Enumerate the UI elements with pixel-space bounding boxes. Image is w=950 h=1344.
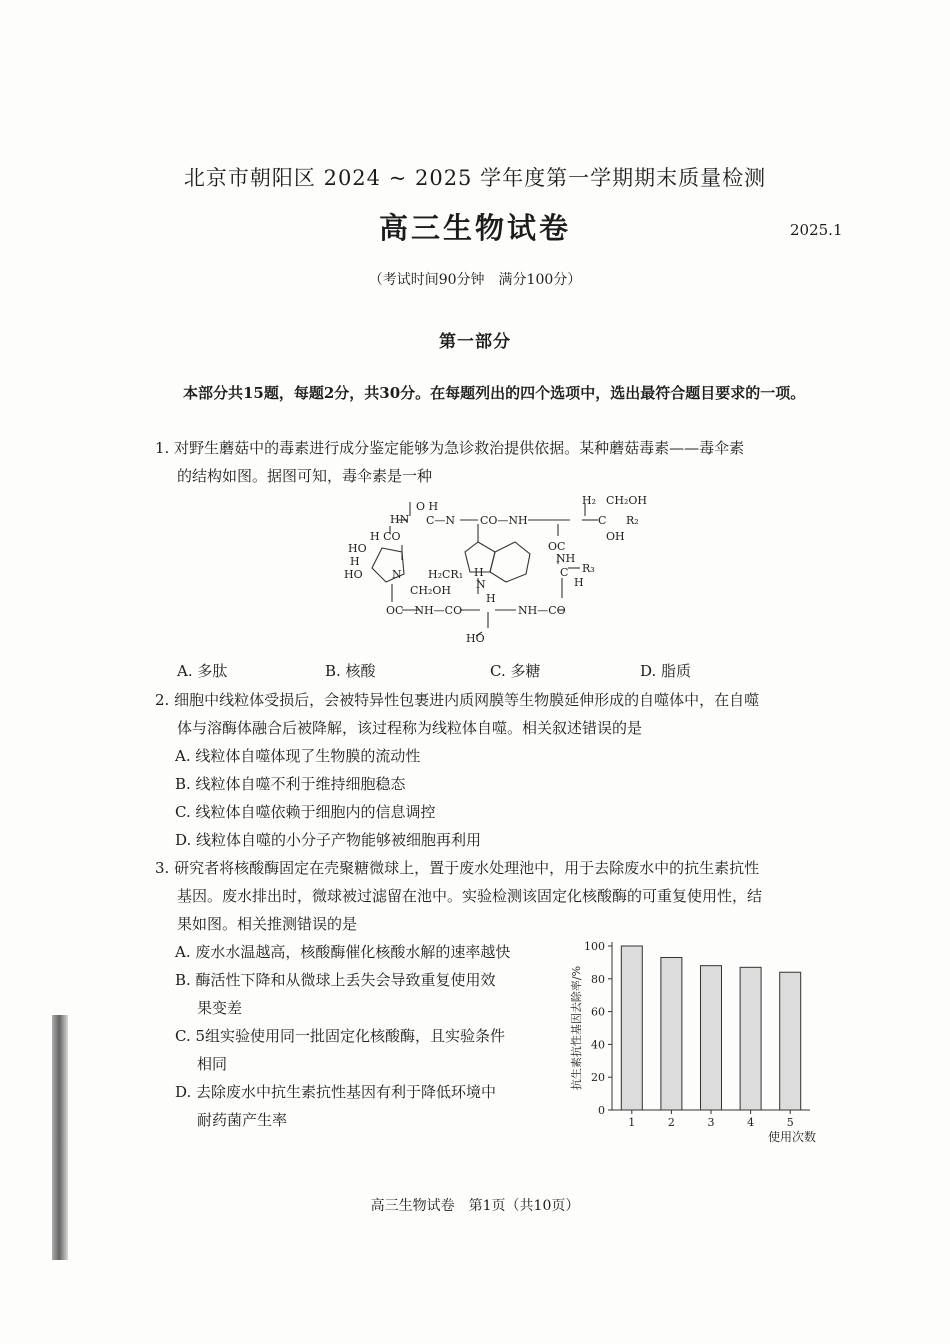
chart-y-tick-label: 0 [598, 1104, 605, 1117]
structure-label-ch2oh-mid: CH₂OH [410, 584, 452, 597]
structure-label-h2: H₂ [582, 494, 597, 507]
q1-option-b: B. 核酸 [325, 662, 376, 680]
q2-stem-line2: 体与溶酶体融合后被降解，该过程称为线粒体自噬。相关叙述错误的是 [177, 719, 643, 737]
q2-stem-line1: 2. 细胞中线粒体受损后，会被特异性包裹进内质网膜等生物膜延伸形成的自噬体中，在自噬 [155, 691, 760, 709]
q3-bar-chart [560, 932, 820, 1147]
structure-label-h-mid: H [486, 592, 496, 605]
chart-bar-5 [780, 972, 801, 1110]
chart-bar-1 [621, 946, 642, 1110]
chart-x-tick-label: 2 [667, 1116, 675, 1129]
structure-label-oh-right: OH [606, 530, 625, 543]
structure-label-c-right: C [560, 566, 569, 579]
structure-label-ho-bottom: HO [466, 632, 485, 645]
q2-option-b: B. 线粒体自噬不利于维持细胞稳态 [175, 775, 406, 793]
chart-bar-2 [661, 957, 682, 1110]
scan-edge-shadow [52, 1015, 68, 1260]
q3-stem-line1: 3. 研究者将核酸酶固定在壳聚糖微球上，置于废水处理池中，用于去除废水中的抗生素抗性 [155, 859, 760, 877]
q3-option-c-line2: 相同 [197, 1055, 228, 1073]
exam-subtitle: 北京市朝阳区 2024 ~ 2025 学年度第一学期期末质量检测 [183, 166, 767, 190]
q3-option-b-line1: B. 酶活性下降和从微球上丢失会导致重复使用效 [175, 971, 496, 989]
chart-x-tick-label: 4 [747, 1116, 755, 1129]
structure-label-oc-nh: OC NH—CO [386, 604, 463, 617]
chart-x-axis-label: 使用次数 [767, 1130, 816, 1144]
q1-stem-line2: 的结构如图。据图可知，毒伞素是一种 [177, 467, 433, 485]
q3-option-c-line1: C. 5组实验使用同一批固定化核酸酶，且实验条件 [175, 1027, 506, 1045]
chart-y-tick-label: 100 [584, 940, 605, 953]
chart-x-tick-label: 1 [628, 1116, 636, 1129]
structure-label-co-nh: CO—NH [480, 514, 528, 527]
exam-info: （考试时间90分钟 满分100分） [368, 272, 582, 288]
structure-label-h-co: H CO [370, 530, 401, 543]
chart-x-tick-label: 5 [786, 1116, 794, 1129]
q3-stem-line3: 果如图。相关推测错误的是 [177, 915, 358, 933]
structure-label-n-ring: N [476, 578, 486, 591]
structure-label-nh-co: NH—CO [518, 604, 566, 617]
q2-option-d: D. 线粒体自噬的小分子产物能够被细胞再利用 [175, 831, 482, 849]
q2-option-c: C. 线粒体自噬依赖于细胞内的信息调控 [175, 803, 436, 821]
structure-label-c-n: C—N [426, 514, 456, 527]
chart-y-tick-label: 20 [591, 1071, 605, 1085]
q3-option-b-line2: 果变差 [197, 999, 243, 1017]
structure-label-n-left: N [392, 568, 402, 581]
q1-option-a: A. 多肽 [177, 662, 228, 680]
toxin-structure-diagram [330, 490, 670, 655]
structure-label-ho-1: HO [348, 542, 367, 555]
structure-label-r3: R₃ [582, 562, 595, 575]
exam-date: 2025.1 [790, 221, 843, 239]
chart-bar-4 [740, 967, 761, 1110]
q2-option-a: A. 线粒体自噬体现了生物膜的流动性 [175, 747, 421, 765]
q1-stem-line1: 1. 对野生蘑菇中的毒素进行成分鉴定能够为急诊救治提供依据。某种蘑菇毒素——毒伞素 [155, 439, 745, 457]
structure-label-h-ring: H [474, 566, 484, 579]
page-title: 高三生物试卷 [378, 211, 571, 245]
structure-label-h-left: H [350, 555, 360, 568]
structure-label-r2: R₂ [626, 514, 639, 527]
structure-label-ho-2: HO [344, 568, 363, 581]
structure-label-c: C [598, 514, 607, 527]
structure-label-hn: HN [390, 513, 410, 526]
q3-option-a: A. 废水水温越高，核酸酶催化核酸水解的速率越快 [175, 943, 511, 961]
q3-option-d-line1: D. 去除废水中抗生素抗性基因有利于降低环境中 [175, 1083, 497, 1101]
chart-x-tick-label: 3 [707, 1116, 715, 1129]
chart-y-axis-label: 抗生素抗性基因去除率/% [570, 965, 583, 1091]
structure-label-oh-top: O H [416, 500, 439, 513]
structure-label-oc: OC [548, 540, 566, 553]
chart-y-tick-label: 80 [591, 972, 605, 986]
chart-bar-3 [701, 966, 722, 1110]
page-footer: 高三生物试卷 第1页（共10页） [370, 1198, 580, 1214]
structure-label-ch2oh-top: CH₂OH [606, 494, 648, 507]
section-instructions: 本部分共15题，每题2分，共30分。在每题列出的四个选项中，选出最符合题目要求的一项。 [183, 384, 806, 402]
q1-option-c: C. 多糖 [490, 662, 541, 680]
structure-label-h-right: H [574, 576, 584, 589]
chart-y-tick-label: 60 [591, 1005, 605, 1019]
q1-option-d: D. 脂质 [640, 662, 692, 680]
q3-option-d-line2: 耐药菌产生率 [197, 1111, 288, 1129]
structure-label-h2cr1: H₂CR₁ [428, 568, 464, 581]
structure-label-nh-right: NH [556, 552, 576, 565]
chart-y-tick-label: 40 [591, 1038, 605, 1052]
section-heading: 第一部分 [439, 332, 511, 352]
q3-stem-line2: 基因。废水排出时，微球被过滤留在池中。实验检测该固定化核酸酶的可重复使用性，结 [177, 887, 763, 905]
